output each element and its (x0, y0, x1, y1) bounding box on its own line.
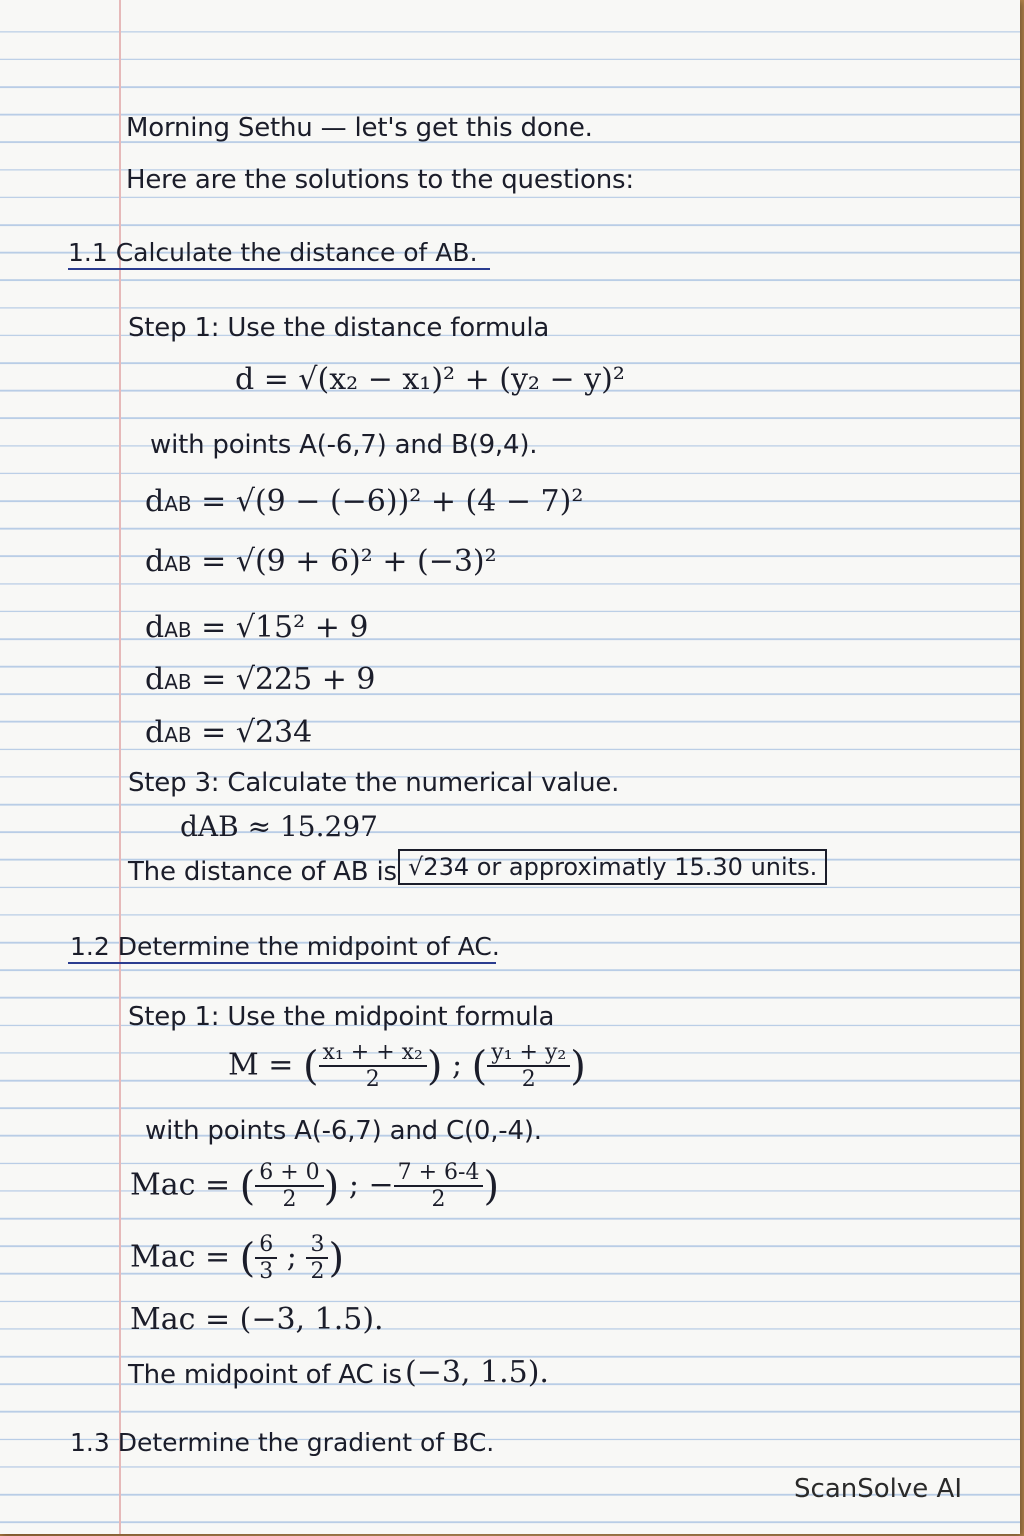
midpoint-formula: M = ( $\frac{\text{x₁ + + x₂}}{2}$ ) ; ( $\frac{\text{y₁ + y₂}}{2}$ ) (228, 1040, 586, 1093)
distance-answer-box: √234 or approximatly 15.30 units. (398, 849, 827, 885)
distance-answer-prefix: The distance of AB is (128, 857, 397, 887)
brand-watermark: ScanSolve AI (794, 1474, 962, 1504)
midpoint-result-line: Mac = (−3, 1.5). (130, 1302, 384, 1337)
heading-underline (68, 962, 496, 964)
heading-underline (68, 268, 490, 270)
question-1-3-heading: 1.3 Determine the gradient of BC. (70, 1428, 495, 1457)
step-3-label: Step 3: Calculate the numerical value. (128, 768, 620, 798)
distance-step-line: dAB = √(9 − (−6))² + (4 − 7)² (145, 484, 584, 519)
approx-value: dAB ≈ 15.297 (180, 810, 378, 843)
distance-step-line: dAB = √(9 + 6)² + (−3)² (145, 544, 497, 579)
points-line: with points A(-6,7) and C(0,-4). (145, 1116, 542, 1146)
greeting-line: Morning Sethu — let's get this done. (126, 113, 593, 143)
distance-formula: d = √(x₂ − x₁)² + (y₂ − y)² (235, 362, 625, 397)
distance-step-line: dAB = √225 + 9 (145, 662, 376, 697)
margin-line (119, 0, 121, 1534)
points-line: with points A(-6,7) and B(9,4). (150, 430, 538, 460)
intro-line: Here are the solutions to the questions: (126, 165, 634, 195)
midpoint-answer-prefix: The midpoint of AC is (128, 1360, 402, 1390)
step-1-label: Step 1: Use the midpoint formula (128, 1002, 555, 1032)
distance-step-line: dAB = √15² + 9 (145, 610, 369, 645)
midpoint-step-line: Mac = ( $\frac{6}{3}$ ; $\frac{3}{2}$ ) (130, 1232, 345, 1285)
midpoint-step-line: Mac = ( $\frac{6 + 0}{2}$ ) ; − $\frac{7 + 6-4}{2}$ ) (130, 1160, 500, 1213)
question-1-1-heading: 1.1 Calculate the distance of AB. (68, 238, 478, 267)
distance-step-line: dAB = √234 (145, 715, 313, 750)
question-1-2-heading: 1.2 Determine the midpoint of AC. (70, 932, 500, 961)
step-1-label: Step 1: Use the distance formula (128, 313, 550, 343)
midpoint-answer-value: (−3, 1.5). (405, 1355, 549, 1390)
